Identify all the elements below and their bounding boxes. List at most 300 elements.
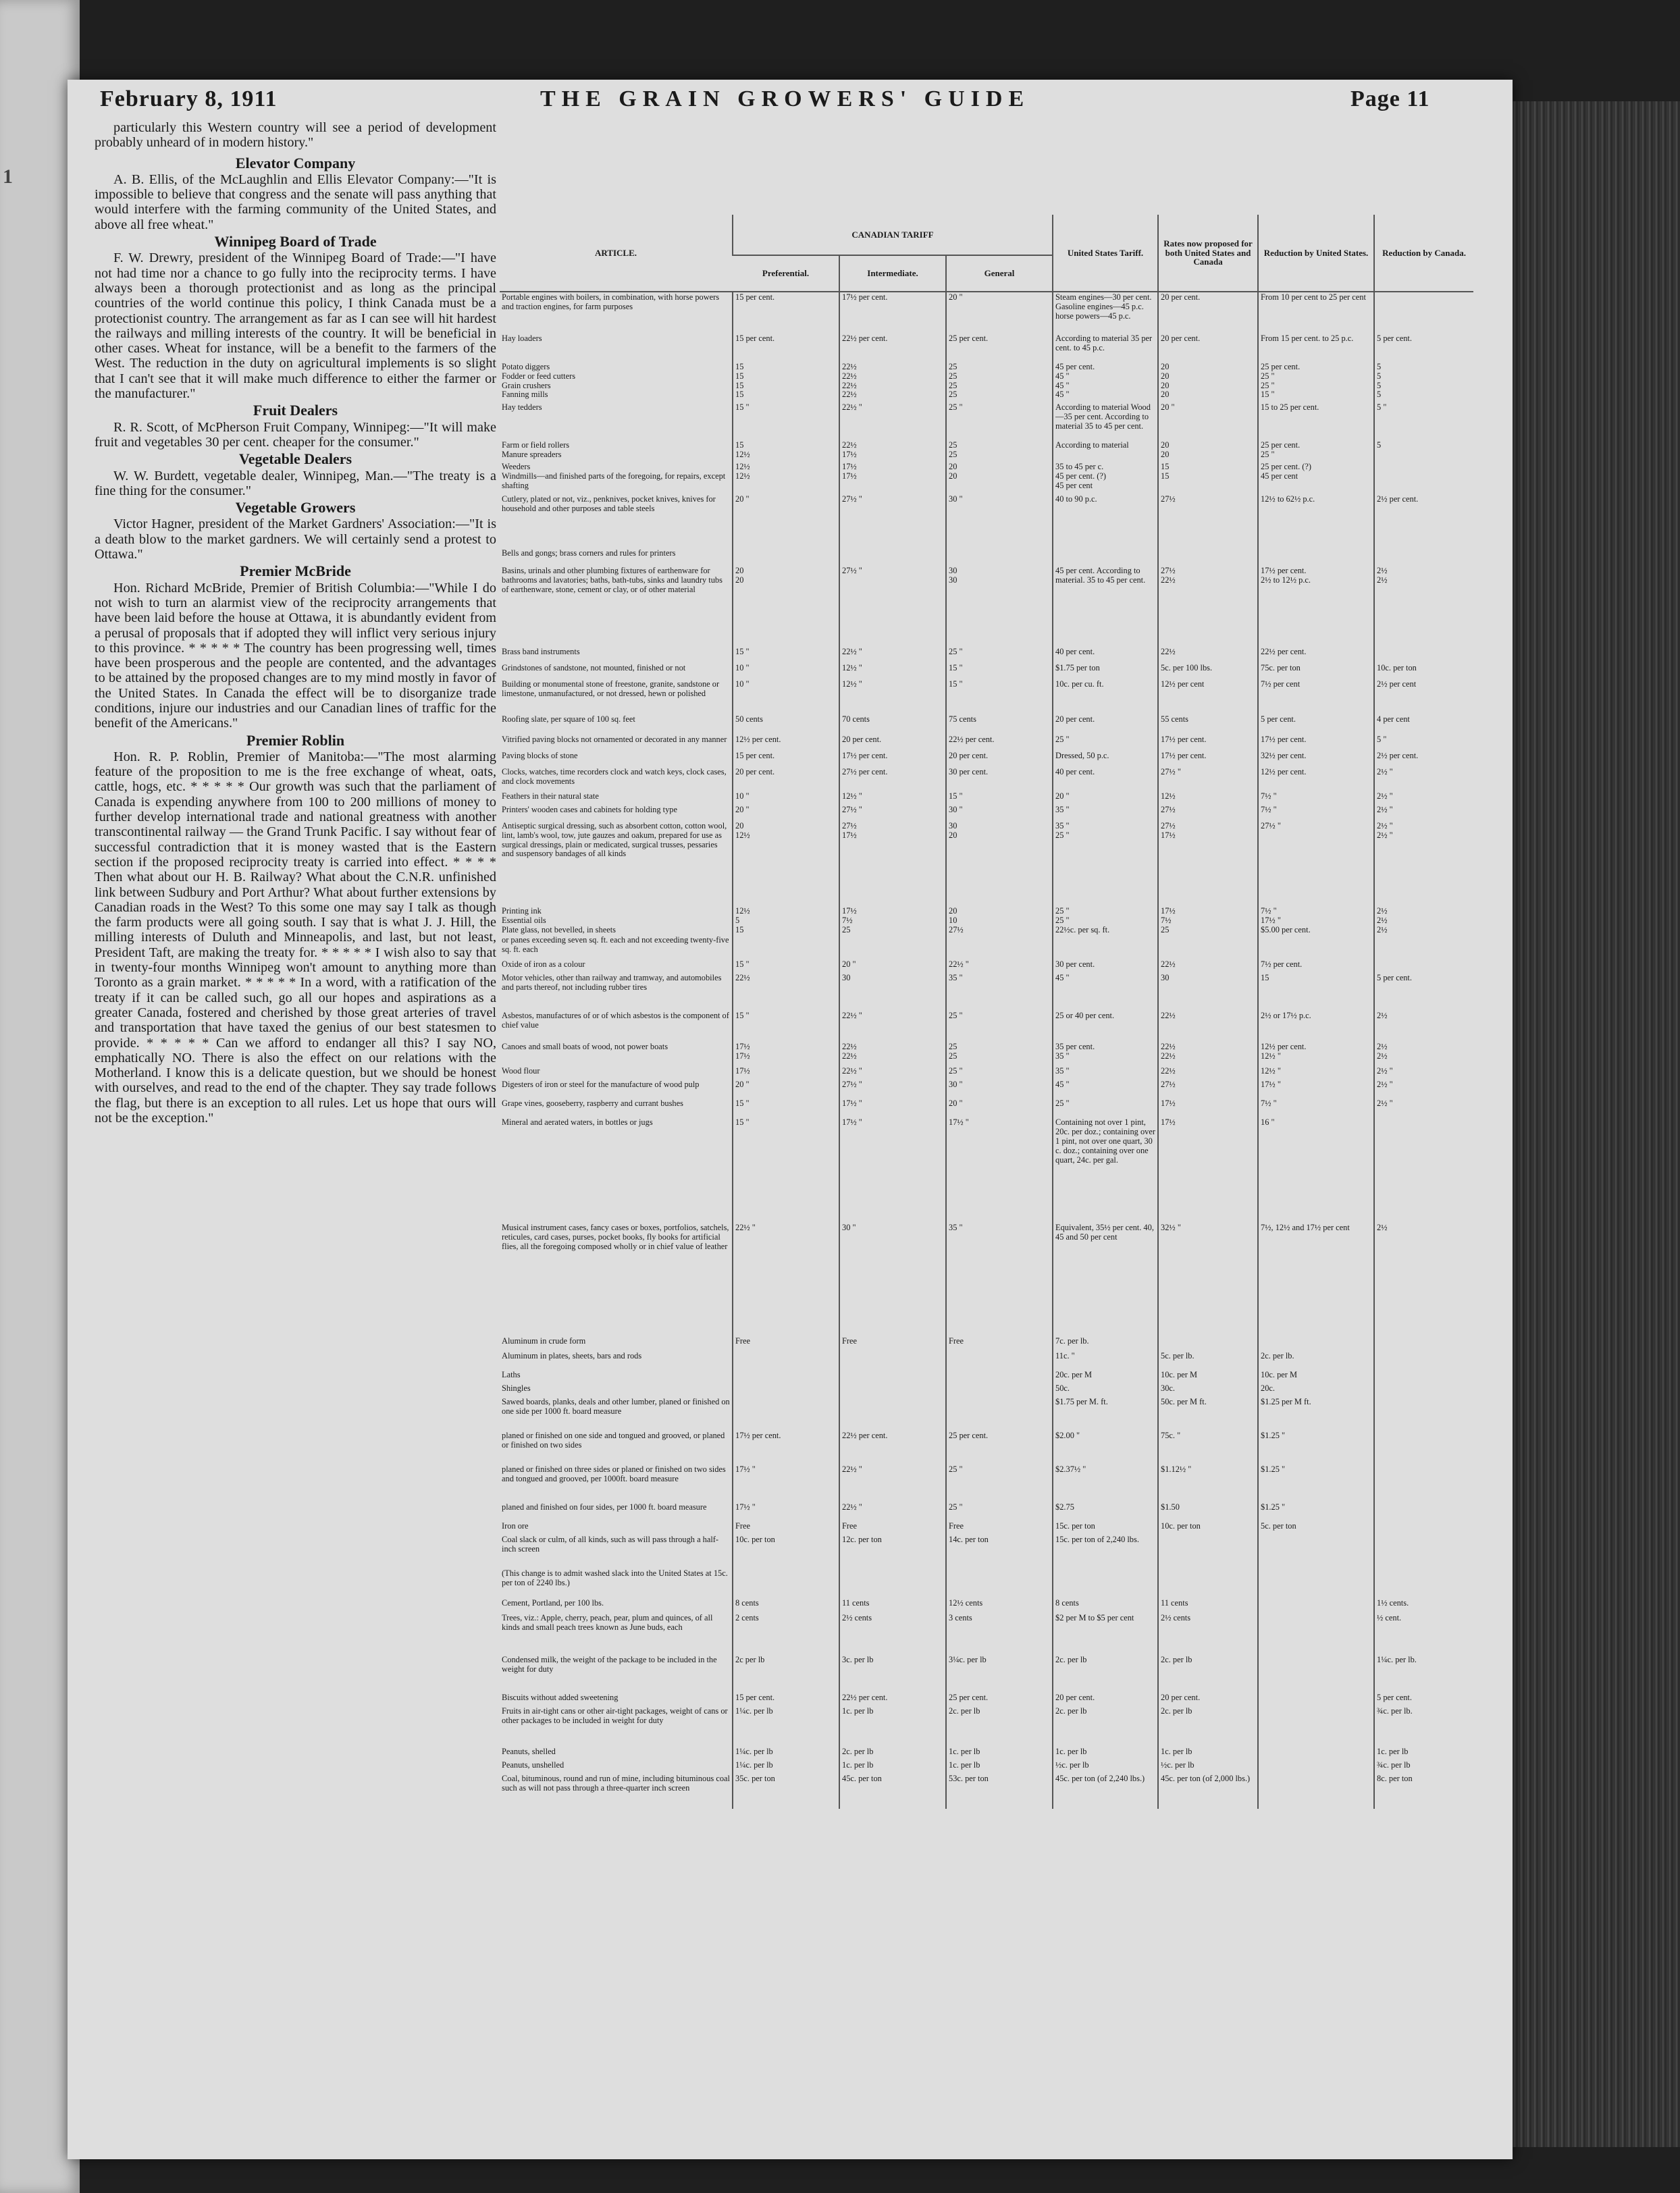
rate-cell: 40 per cent. xyxy=(1053,647,1158,663)
table-row xyxy=(500,714,1473,735)
rate-cell: 45c. per ton (of 2,000 lbs.) xyxy=(1158,1774,1258,1809)
rate-cell: 20 " xyxy=(733,805,839,821)
section-heading: Elevator Company xyxy=(235,154,356,171)
rate-cell xyxy=(1374,1502,1473,1521)
rate-cell xyxy=(1258,1747,1374,1760)
rate-cell: 12½ per cent. 12½ " xyxy=(1258,1042,1374,1066)
rate-cell: 20 " xyxy=(733,494,839,548)
rate-cell: 22½ per cent. xyxy=(946,735,1053,751)
rate-cell xyxy=(839,1351,946,1370)
table-row xyxy=(500,334,1473,362)
table-row xyxy=(500,1042,1473,1066)
rate-cell xyxy=(733,1351,839,1370)
rate-cell: 27½ per cent. xyxy=(839,767,946,791)
article-cell: Weeders Windmills—and finished parts of the foregoing, for repairs, except shafting xyxy=(502,462,726,490)
rate-cell xyxy=(1374,462,1473,494)
rate-cell: 22½ " xyxy=(733,1223,839,1336)
rate-cell: Free xyxy=(946,1336,1053,1351)
rate-cell: 30 20 xyxy=(946,821,1053,906)
article-cell: Coal, bituminous, round and run of mine, including bituminous coal such as will not pass through a three-quarter inch screen xyxy=(502,1774,730,1793)
article-cell: Grape vines, gooseberry, raspberry and currant bushes xyxy=(502,1099,683,1109)
rate-cell: 10c. per ton xyxy=(1374,663,1473,679)
table-row xyxy=(500,906,1473,935)
rate-cell: 2½ xyxy=(1374,1011,1473,1042)
rate-cell: 20 20 xyxy=(946,462,1053,494)
rate-cell xyxy=(1258,1568,1374,1598)
rate-cell: 10c. per cu. ft. xyxy=(1053,679,1158,714)
table-row xyxy=(500,1464,1473,1502)
rate-cell: 5c. per ton xyxy=(1258,1521,1374,1535)
rate-cell: 17½ " xyxy=(733,1502,839,1521)
rate-cell: Free xyxy=(839,1521,946,1535)
rate-cell: Containing not over 1 pint, 20c. per doz.; containing over 1 pint, not over one quart, 30 c. doz.; containing over one quart, 24c. per gal. xyxy=(1053,1117,1158,1223)
rate-cell: According to material Wood—35 per cent. According to material 35 to 45 per cent. xyxy=(1053,402,1158,440)
rate-cell: 11 cents xyxy=(839,1598,946,1613)
article-paragraph: Victor Hagner, president of the Market Gardners' Association:—"It is a death blow to the market gardners. We will certainly send a protest to Ottawa." xyxy=(95,517,496,562)
table-row xyxy=(500,1431,1473,1464)
rate-cell: 15 " xyxy=(733,402,839,440)
rate-cell: 20 10 27½ xyxy=(946,906,1053,935)
article-cell: Condensed milk, the weight of the package to be included in the weight for duty xyxy=(502,1655,717,1674)
rate-cell xyxy=(1374,1431,1473,1464)
rate-cell: 2c. per lb xyxy=(1053,1655,1158,1693)
table-row xyxy=(500,462,1473,494)
page-number: Page 11 xyxy=(1350,86,1430,111)
rate-cell: 20 " xyxy=(839,959,946,973)
rate-cell: 10 " xyxy=(733,663,839,679)
article-cell: Roofing slate, per square of 100 sq. feet xyxy=(502,714,635,724)
rate-cell: 35 " 25 " xyxy=(1053,821,1158,906)
rate-cell: 15 per cent. xyxy=(733,292,839,334)
rate-cell: 27½ " xyxy=(839,566,946,647)
rate-cell: 27½ 17½ xyxy=(839,821,946,906)
rate-cell: 35 to 45 per c. 45 per cent. (?) 45 per cent xyxy=(1053,462,1158,494)
rate-cell: 4 per cent xyxy=(1374,714,1473,735)
table-row xyxy=(500,1011,1473,1042)
rate-cell: 3¼c. per lb xyxy=(946,1655,1053,1693)
rate-cell xyxy=(1374,959,1473,973)
rate-cell: 20c. xyxy=(1258,1383,1374,1397)
rate-cell: 5 per cent. xyxy=(1258,714,1374,735)
rate-cell: 53c. per ton xyxy=(946,1774,1053,1809)
article-cell: (This change is to admit washed slack into the United States at 15c. per ton of 2240 lbs.) xyxy=(502,1568,728,1588)
article-cell: Farm or field rollers Manure spreaders xyxy=(502,440,570,459)
header-general: General xyxy=(946,255,1053,292)
rate-cell xyxy=(946,1370,1053,1383)
table-row xyxy=(500,1351,1473,1370)
article-cell: Portable engines with boilers, in combination, with horse powers and traction engines, for farm purposes xyxy=(502,292,720,311)
rate-cell: $2.75 xyxy=(1053,1502,1158,1521)
rate-cell: 25 per cent. xyxy=(946,1693,1053,1706)
rate-cell: 22½ " xyxy=(839,402,946,440)
rate-cell: 25 25 xyxy=(946,1042,1053,1066)
rate-cell xyxy=(733,548,839,566)
rate-cell xyxy=(733,1383,839,1397)
rate-cell: 11c. " xyxy=(1053,1351,1158,1370)
rate-cell xyxy=(1258,1693,1374,1706)
article-cell: Building or monumental stone of freestone, granite, sandstone or limestone, unmanufactured, or not dressed, hewn or polished xyxy=(502,679,720,698)
rate-cell: 1¼c. per lb xyxy=(733,1760,839,1774)
rate-cell: 17½ xyxy=(733,1066,839,1080)
rate-cell: 15 " xyxy=(733,1011,839,1042)
rate-cell: 2½ " xyxy=(1374,1080,1473,1099)
rate-cell xyxy=(1158,1535,1258,1568)
article-cell: Hay tedders xyxy=(502,402,542,412)
rate-cell: 8c. per ton xyxy=(1374,1774,1473,1809)
article-cell: Musical instrument cases, fancy cases or boxes, portfolios, satchels, reticules, card cases, purses, pocket books, fly books for artificial flies, all the foregoing composed wholly or in chief value of leather xyxy=(502,1223,729,1251)
rate-cell: 22½ xyxy=(1158,647,1258,663)
rate-cell: 50c. per M ft. xyxy=(1158,1397,1258,1431)
article-paragraph: R. R. Scott, of McPherson Fruit Company, Winnipeg:—"It will make fruit and vegetables 30 per cent. cheaper for the consumer." xyxy=(95,419,496,450)
rate-cell: 20 per cent. xyxy=(1158,334,1258,362)
rate-cell: 2½ cents xyxy=(839,1613,946,1655)
rate-cell: $1.25 " xyxy=(1258,1431,1374,1464)
section-heading: Fruit Dealers xyxy=(253,402,338,419)
rate-cell xyxy=(1258,1336,1374,1351)
rate-cell: $1.75 per ton xyxy=(1053,663,1158,679)
rate-cell: 12½ " xyxy=(839,663,946,679)
article-cell: Peanuts, unshelled xyxy=(502,1760,565,1770)
tariff-table xyxy=(500,215,1473,1809)
rate-cell: From 15 per cent. to 25 p.c. xyxy=(1258,334,1374,362)
rate-cell: 15 per cent. xyxy=(733,1693,839,1706)
rate-cell: 2½ xyxy=(1374,1223,1473,1336)
rate-cell: 55 cents xyxy=(1158,714,1258,735)
article-cell: planed or finished on three sides or planed or finished on two sides and tongued and grooved, per 1000ft. board measure xyxy=(502,1464,726,1484)
rate-cell: ½ cent. xyxy=(1374,1613,1473,1655)
table-row xyxy=(500,821,1473,906)
rate-cell: 27½ xyxy=(1158,1080,1258,1099)
rate-cell: 3c. per lb xyxy=(839,1655,946,1693)
rate-cell: 25 " xyxy=(946,1011,1053,1042)
previous-page-mark: 1 xyxy=(3,165,13,188)
rate-cell: 50 cents xyxy=(733,714,839,735)
rate-cell: 1c. per lb xyxy=(946,1760,1053,1774)
header-us-tariff: United States Tariff. xyxy=(1053,215,1158,292)
article-cell: Sawed boards, planks, deals and other lumber, planed or finished on one side per 1000 ft. board measure xyxy=(502,1397,730,1417)
rate-cell: Free xyxy=(733,1521,839,1535)
rate-cell: 30 " xyxy=(839,1223,946,1336)
rate-cell: 12½ " xyxy=(839,679,946,714)
rate-cell: 7½ " xyxy=(1258,791,1374,805)
article-cell: Trees, viz.: Apple, cherry, peach, pear, plum and quinces, of all kinds and small peach trees known as June buds, each xyxy=(502,1613,713,1633)
rate-cell xyxy=(1374,548,1473,566)
rate-cell: 5 xyxy=(1374,440,1473,462)
rate-cell: 7½ " xyxy=(1258,805,1374,821)
rate-cell: 50c. xyxy=(1053,1383,1158,1397)
rate-cell: 25 per cent. (?) 45 per cent xyxy=(1258,462,1374,494)
article-cell: Peanuts, shelled xyxy=(502,1747,556,1757)
rate-cell: 2c. per lb xyxy=(839,1747,946,1760)
rate-cell: 2½ per cent. xyxy=(1374,494,1473,548)
rate-cell: $2 per M to $5 per cent xyxy=(1053,1613,1158,1655)
rate-cell: 30 " xyxy=(946,805,1053,821)
rate-cell: 25 per cent. 25 " xyxy=(1258,440,1374,462)
rate-cell xyxy=(1374,1568,1473,1598)
rate-cell: 1¼c. per lb xyxy=(733,1706,839,1747)
header-reduction-canada: Reduction by Canada. xyxy=(1374,215,1473,292)
table-row xyxy=(500,1336,1473,1351)
rate-cell: 2½ 2½ 2½ xyxy=(1374,906,1473,935)
header-preferential: Preferential. xyxy=(733,255,839,292)
rate-cell: 1¼c. per lb xyxy=(733,1747,839,1760)
article-cell: Brass band instruments xyxy=(502,647,580,656)
rate-cell: 2½ per cent. xyxy=(1374,751,1473,767)
header-intermediate: Intermediate. xyxy=(839,255,946,292)
rate-cell: 12½ 12½ xyxy=(733,462,839,494)
article-cell: Asbestos, manufactures of or of which asbestos is the component of chief value xyxy=(502,1011,729,1030)
rate-cell: 30c. xyxy=(1158,1383,1258,1397)
rate-cell: 15 " xyxy=(946,791,1053,805)
rate-cell: 12½ " xyxy=(839,791,946,805)
rate-cell: 27½ " xyxy=(839,1080,946,1099)
rate-cell: 20 20 xyxy=(1158,440,1258,462)
article-cell: Mineral and aerated waters, in bottles or jugs xyxy=(502,1117,653,1128)
rate-cell xyxy=(946,1397,1053,1431)
rate-cell xyxy=(839,548,946,566)
table-row xyxy=(500,292,1473,334)
table-row xyxy=(500,959,1473,973)
article-paragraph: Hon. R. P. Roblin, Premier of Manitoba:—"The most alarming feature of the proposition to me is the free exchange of wheat, oats, cattle, hogs, etc. * * * * * Our growth was such that the parliament of Canada is expending anywhere from 100 to 200 millions of money to further develop international trade and national greatness with another transcontinental railway — the Grand Trunk Pacific. I say without fear of successful contradiction that it is money wasted that is the Eastern section if the proposed reciprocity treaty is carried into effect. * * * * Then what about our H. B. Railway? What about the C.N.R. unfinished link between Sudbury and Port Arthur? What about further extensions by Canadian roads in the West? To this some one may say I talk as though the farm products were all going south. I say that is what J. J. Hill, the milling interests of Duluth and Minneapolis, and last, but not least, President Taft, are making the treaty for. * * * * * I wish also to say that in twenty-four months Winnipeg won't amount to anything more than Toronto as a grain market. * * * * * In a word, with a ratification of the treaty if it can be called such, go all our hopes and aspirations as a greater Canada, fostered and cherished by those great arteries of travel and transportation that have taxed the genius of our best statesmen to provide. * * * * * Can we afford to endanger all this? I say NO, emphatically NO. There is also the effect on our relations with the Motherland. I know this is a delicate question, but we should be honest with ourselves, and read to the end of the chapter. They say trade follows the flag, but there is an exception to all rules. Let us hope that ours will not be the exception." xyxy=(95,749,496,1126)
rate-cell: 22½ 22½ xyxy=(1158,1042,1258,1066)
rate-cell: $1.25 per M ft. xyxy=(1258,1397,1374,1431)
table-row xyxy=(500,1747,1473,1760)
article-cell: Basins, urinals and other plumbing fixtures of earthenware for bathrooms and lavatories; baths, bath-tubs, sinks and laundry tubs of earthenware, stone, cement or clay, or of other material xyxy=(502,566,723,594)
rate-cell: 17½ " xyxy=(839,1117,946,1223)
article-cell: Digesters of iron or steel for the manufacture of wood pulp xyxy=(502,1080,700,1090)
rate-cell: 25 per cent. xyxy=(946,1431,1053,1464)
rate-cell xyxy=(1374,1336,1473,1351)
rate-cell: 25 25 25 25 xyxy=(946,362,1053,402)
rate-cell: 22½ per cent. xyxy=(1258,647,1374,663)
rate-cell xyxy=(1158,1336,1258,1351)
rate-cell: 7½ " xyxy=(1258,1099,1374,1117)
rate-cell: 5 5 5 5 xyxy=(1374,362,1473,402)
rate-cell: 12½ xyxy=(1158,791,1258,805)
rate-cell xyxy=(1258,1598,1374,1613)
rate-cell: 17½ " xyxy=(733,1464,839,1502)
rate-cell: 32½ per cent. xyxy=(1258,751,1374,767)
rate-cell: 17½ per cent. xyxy=(1158,735,1258,751)
table-row xyxy=(500,1383,1473,1397)
section-heading: Vegetable Growers xyxy=(235,499,356,517)
header-reduction-us: Reduction by United States. xyxy=(1258,215,1374,292)
rate-cell: 75 cents xyxy=(946,714,1053,735)
article-cell: Iron ore xyxy=(502,1521,529,1531)
article-cell: or panes exceeding seven sq. ft. each and not exceeding twenty-five sq. ft. each xyxy=(502,935,729,955)
rate-cell xyxy=(839,1370,946,1383)
rate-cell: 12½ per cent. xyxy=(1258,767,1374,791)
rate-cell: 17½ xyxy=(1158,1099,1258,1117)
table-row xyxy=(500,751,1473,767)
rate-cell: 2½ " xyxy=(1374,767,1473,791)
book-page-edges xyxy=(1513,101,1680,2147)
table-row xyxy=(500,1066,1473,1080)
rate-cell: 7c. per lb. xyxy=(1053,1336,1158,1351)
rate-cell: 27½ " xyxy=(1158,767,1258,791)
rate-cell: 35 per cent. 35 " xyxy=(1053,1042,1158,1066)
article-cell: Cement, Portland, per 100 lbs. xyxy=(502,1598,604,1608)
rate-cell: $2.00 " xyxy=(1053,1431,1158,1464)
rate-cell: 2½ " xyxy=(1374,1099,1473,1117)
rate-cell: 2½ " xyxy=(1374,1066,1473,1080)
rate-cell: 8 cents xyxy=(1053,1598,1158,1613)
rate-cell: 1c. per lb xyxy=(1158,1747,1258,1760)
rate-cell xyxy=(1374,935,1473,959)
rate-cell xyxy=(1374,1383,1473,1397)
rate-cell: 2c per lb xyxy=(733,1655,839,1693)
rate-cell: According to material xyxy=(1053,440,1158,462)
rate-cell xyxy=(1158,548,1258,566)
rate-cell: 20 " xyxy=(1158,402,1258,440)
rate-cell xyxy=(1374,1117,1473,1223)
rate-cell: 2c. per lb xyxy=(1158,1706,1258,1747)
rate-cell: 25 per cent. xyxy=(946,334,1053,362)
table-row xyxy=(500,767,1473,791)
rate-cell: 10 " xyxy=(733,679,839,714)
rate-cell xyxy=(1158,935,1258,959)
rate-cell: $1.25 " xyxy=(1258,1502,1374,1521)
rate-cell: 45c. per ton xyxy=(839,1774,946,1809)
rate-cell: 15 xyxy=(1258,973,1374,1011)
rate-cell: 27½ " xyxy=(1258,821,1374,906)
rate-cell xyxy=(839,935,946,959)
rate-cell: 7½ " 17½ " $5.00 per cent. xyxy=(1258,906,1374,935)
rate-cell xyxy=(1374,1370,1473,1383)
rate-cell xyxy=(946,1568,1053,1598)
rate-cell: 12½ per cent. xyxy=(733,735,839,751)
rate-cell: 17½ 7½ 25 xyxy=(839,906,946,935)
rate-cell: 5 " xyxy=(1374,402,1473,440)
article-cell: Paving blocks of stone xyxy=(502,751,578,760)
rate-cell: 22½ " xyxy=(839,647,946,663)
rate-cell: 22½ " xyxy=(946,959,1053,973)
header-article: ARTICLE. xyxy=(500,215,733,292)
rate-cell xyxy=(1374,1397,1473,1431)
rate-cell: 45 " xyxy=(1053,973,1158,1011)
rate-cell xyxy=(1053,1568,1158,1598)
rate-cell: 22½ 17½ xyxy=(839,440,946,462)
rate-cell: 20 20 20 20 xyxy=(1158,362,1258,402)
rate-cell: 25 " xyxy=(946,1502,1053,1521)
rate-cell xyxy=(839,1568,946,1598)
article-cell: Bells and gongs; brass corners and rules for printers xyxy=(502,548,676,558)
article-cell: Printers' wooden cases and cabinets for holding type xyxy=(502,805,677,814)
rate-cell: 45 per cent. According to material. 35 to 45 per cent. xyxy=(1053,566,1158,647)
rate-cell: 75c. per ton xyxy=(1258,663,1374,679)
rate-cell: 30 xyxy=(839,973,946,1011)
rate-cell: 5 per cent. xyxy=(1374,1693,1473,1706)
rate-cell: 20 per cent. xyxy=(1053,714,1158,735)
article-cell: Vitrified paving blocks not ornamented or decorated in any manner xyxy=(502,735,727,744)
rate-cell: 20 " xyxy=(1053,791,1158,805)
rate-cell: 22½ 22½ xyxy=(839,1042,946,1066)
rate-cell: 35c. per ton xyxy=(733,1774,839,1809)
rate-cell: 17½ per cent. xyxy=(1258,735,1374,751)
rate-cell: 20 per cent. xyxy=(1158,292,1258,334)
rate-cell: 15 15 xyxy=(1158,462,1258,494)
rate-cell: 27½ 22½ xyxy=(1158,566,1258,647)
rate-cell: 5c. per lb. xyxy=(1158,1351,1258,1370)
rate-cell xyxy=(1258,1706,1374,1747)
table-row xyxy=(500,440,1473,462)
rate-cell: 32½ " xyxy=(1158,1223,1258,1336)
table-row xyxy=(500,805,1473,821)
rate-cell xyxy=(946,548,1053,566)
left-text-column xyxy=(95,120,496,1126)
article-paragraph: A. B. Ellis, of the McLaughlin and Ellis Elevator Company:—"It is impossible to believe that congress and the senate will pass anything that would interfere with the farming community of the United States, and above all free wheat." xyxy=(95,171,496,232)
rate-cell: 35 " xyxy=(946,973,1053,1011)
rate-cell: 25 " xyxy=(946,1066,1053,1080)
rate-cell: 20 " xyxy=(946,292,1053,334)
rate-cell xyxy=(946,1383,1053,1397)
rate-cell: 10c. per M xyxy=(1158,1370,1258,1383)
rate-cell: 30 30 xyxy=(946,566,1053,647)
rate-cell xyxy=(1258,1774,1374,1809)
rate-cell: 17½ xyxy=(1158,1117,1258,1223)
rate-cell: 20 20 xyxy=(733,566,839,647)
rate-cell xyxy=(733,1397,839,1431)
rate-cell: 20 " xyxy=(733,1080,839,1099)
rate-cell: 35 " xyxy=(1053,1066,1158,1080)
rate-cell: $1.25 " xyxy=(1258,1464,1374,1502)
rate-cell xyxy=(1053,935,1158,959)
article-cell: Fruits in air-tight cans or other air-tight packages, weight of cans or other packages to be included in weight for duty xyxy=(502,1706,728,1726)
rate-cell xyxy=(1258,935,1374,959)
rate-cell: 12c. per ton xyxy=(839,1535,946,1568)
issue-date: February 8, 1911 xyxy=(100,86,278,111)
rate-cell: 27½ 17½ xyxy=(1158,821,1258,906)
table-row xyxy=(500,1521,1473,1535)
article-cell: Aluminum in crude form xyxy=(502,1336,586,1346)
article-paragraph: W. W. Burdett, vegetable dealer, Winnipeg, Man.—"The treaty is a fine thing for the consumer." xyxy=(95,468,496,498)
rate-cell: 2½ 2½ xyxy=(1374,566,1473,647)
rate-cell: ½c. per lb xyxy=(1158,1760,1258,1774)
rate-cell: 22½ " xyxy=(839,1066,946,1080)
rate-cell: 20 per cent. xyxy=(946,751,1053,767)
rate-cell: 30 " xyxy=(946,1080,1053,1099)
rate-cell: 20 " xyxy=(946,1099,1053,1117)
rate-cell: 25 per cent. 25 " 25 " 15 " xyxy=(1258,362,1374,402)
rate-cell: 20 per cent. xyxy=(1053,1693,1158,1706)
rate-cell: 17½ per cent. xyxy=(839,751,946,767)
table-row xyxy=(500,1655,1473,1693)
rate-cell: ¾c. per lb xyxy=(1374,1760,1473,1774)
rate-cell: 12½ to 62½ p.c. xyxy=(1258,494,1374,548)
rate-cell: ½c. per lb xyxy=(1053,1760,1158,1774)
table-row xyxy=(500,1706,1473,1747)
rate-cell: 25 25 xyxy=(946,440,1053,462)
article-cell: Laths xyxy=(502,1370,521,1380)
rate-cell: 2½ " xyxy=(1374,805,1473,821)
rate-cell: 2½ " 2½ " xyxy=(1374,821,1473,906)
rate-cell: 2½ cents xyxy=(1158,1613,1258,1655)
rate-cell xyxy=(1374,647,1473,663)
article-cell: Motor vehicles, other than railway and tramway, and automobiles and parts thereof, not including rubber tires xyxy=(502,973,722,993)
rate-cell: 8 cents xyxy=(733,1598,839,1613)
rate-cell: 75c. " xyxy=(1158,1431,1258,1464)
rate-cell: 17½ " xyxy=(839,1099,946,1117)
rate-cell: Dressed, 50 p.c. xyxy=(1053,751,1158,767)
rate-cell: 15 12½ xyxy=(733,440,839,462)
table-row xyxy=(500,1535,1473,1568)
rate-cell: 12½ 5 15 xyxy=(733,906,839,935)
rate-cell: $1.75 per M. ft. xyxy=(1053,1397,1158,1431)
rate-cell: 2c. per lb. xyxy=(1258,1351,1374,1370)
article-cell: planed and finished on four sides, per 1000 ft. board measure xyxy=(502,1502,707,1512)
rate-cell: 40 to 90 p.c. xyxy=(1053,494,1158,548)
section-heading: Vegetable Dealers xyxy=(238,450,352,468)
